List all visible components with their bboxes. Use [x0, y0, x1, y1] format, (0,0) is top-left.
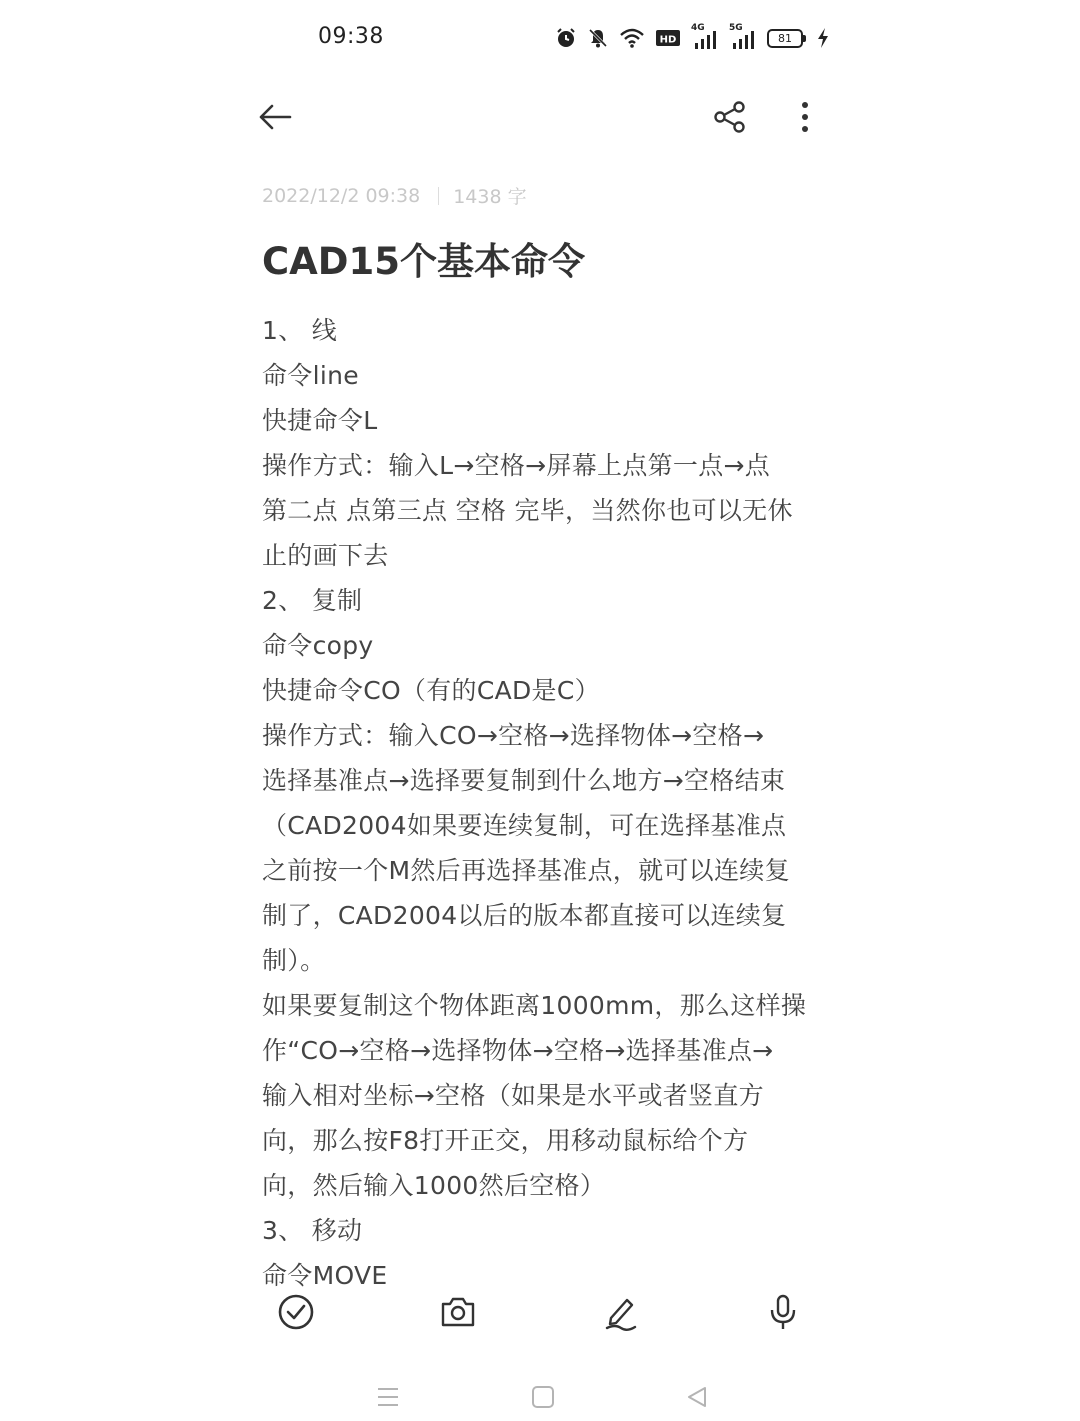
- note-line: 命令MOVE: [262, 1261, 388, 1290]
- share-icon: [713, 100, 747, 138]
- charging-icon: [816, 27, 830, 49]
- note-body[interactable]: [262, 308, 822, 1290]
- note-date: 2022/12/2 09:38: [262, 184, 421, 207]
- note-line: 2、 复制: [262, 586, 363, 615]
- hd-icon: [655, 28, 681, 48]
- more-vertical-icon: [800, 100, 810, 138]
- status-time: 09:38: [318, 24, 384, 49]
- battery-level: 81: [767, 29, 803, 48]
- note-meta: [262, 182, 527, 209]
- note-line: 快捷命令L: [262, 406, 378, 435]
- note-line: （CAD2004如果要连续复制，可在选择基准点: [262, 811, 787, 840]
- home-icon: [531, 1385, 555, 1413]
- mute-icon: [587, 27, 609, 49]
- handwriting-button[interactable]: [595, 1288, 647, 1340]
- checklist-button[interactable]: [270, 1288, 322, 1340]
- note-line: 3、 移动: [262, 1216, 363, 1245]
- network-1-label: 4G: [691, 23, 705, 33]
- bottom-toolbar: [0, 1288, 1080, 1344]
- back-nav-icon: [685, 1385, 709, 1413]
- system-nav-bar: [0, 1378, 1080, 1421]
- back-button[interactable]: [251, 95, 299, 143]
- share-button[interactable]: [706, 95, 754, 143]
- network-2-label: 5G: [729, 23, 743, 33]
- handwriting-icon: [601, 1292, 641, 1336]
- note-line: 向，然后输入1000然后空格）: [262, 1171, 606, 1200]
- wifi-icon: [619, 27, 645, 49]
- back-nav-button[interactable]: [680, 1384, 714, 1414]
- note-line: 操作方式：输入CO→空格→选择物体→空格→: [262, 721, 765, 750]
- back-arrow-icon: [257, 102, 293, 136]
- note-line: 第二点 点第三点 空格 完毕，当然你也可以无休: [262, 496, 793, 525]
- note-line: 作“CO→空格→选择物体→空格→选择基准点→: [262, 1036, 774, 1065]
- note-line: 制了，CAD2004以后的版本都直接可以连续复: [262, 901, 787, 930]
- note-line: 快捷命令CO（有的CAD是C）: [262, 676, 600, 705]
- note-line: 操作方式：输入L→空格→屏幕上点第一点→点: [262, 451, 771, 480]
- note-line: 命令copy: [262, 631, 374, 660]
- top-bar: [0, 88, 1080, 152]
- recent-apps-icon: [376, 1386, 400, 1412]
- note-line: 1、 线: [262, 316, 338, 345]
- status-icons: [555, 24, 830, 52]
- battery-icon: [767, 29, 806, 48]
- camera-button[interactable]: [432, 1288, 484, 1340]
- word-count: 1438 字: [453, 186, 527, 208]
- note-line: 制）。: [262, 946, 326, 975]
- note-line: 向，那么按F8打开正交，用移动鼠标给个方: [262, 1126, 749, 1155]
- meta-divider: [438, 187, 439, 205]
- voice-button[interactable]: [757, 1288, 809, 1340]
- signal-4g-icon: [691, 25, 719, 51]
- status-bar: [0, 0, 1080, 76]
- note-title[interactable]: CAD15个基本命令: [262, 240, 585, 283]
- note-line: 命令line: [262, 361, 359, 390]
- note-line: 选择基准点→选择要复制到什么地方→空格结束: [262, 766, 786, 795]
- hd-label: HD: [659, 34, 677, 46]
- signal-5g-icon: [729, 25, 757, 51]
- note-line: 输入相对坐标→空格（如果是水平或者竖直方: [262, 1081, 764, 1110]
- note-line: 之前按一个M然后再选择基准点，就可以连续复: [262, 856, 790, 885]
- checklist-icon: [276, 1292, 316, 1336]
- recent-apps-button[interactable]: [371, 1384, 405, 1414]
- more-button[interactable]: [781, 95, 829, 143]
- microphone-icon: [763, 1292, 803, 1336]
- note-line: 如果要复制这个物体距离1000mm，那么这样操: [262, 991, 807, 1020]
- alarm-icon: [555, 27, 577, 49]
- note-line: 止的画下去: [262, 541, 389, 570]
- camera-icon: [438, 1292, 478, 1336]
- home-button[interactable]: [526, 1384, 560, 1414]
